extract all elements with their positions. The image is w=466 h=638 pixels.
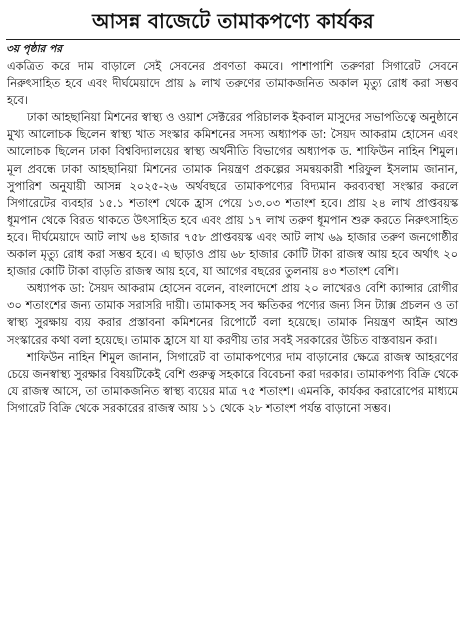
article-body — [0, 57, 466, 417]
headline-divider — [6, 39, 460, 40]
article-paragraph-2: ঢাকা আহছানিয়া মিশনের স্বাস্থ্য ও ওয়াশ সেক্টরের পরিচালক ইকবাল মাসুদের সভাপতিত্বে অনুষ্ঠানে মুখ্য আলোচক ছিলেন স্বাস্থ্য খাত সংস্কার কমিশনের সদস্য অধ্যাপক ডা: সৈয়দ আকরাম হোসেন এবং আলোচক ছিলেন ঢাকা বিশ্ববিদ্যালয়ের স্বাস্থ্য অর্থনীতি বিভাগের অধ্যাপক ড. শাফিউন নাহিন শিমুল। মূল প্রবন্ধে ঢাকা আহছানিয়া মিশনের তামাক নিয়ন্ত্রণ প্রকল্পের সমন্বয়কারী শরিফুল ইসলাম জানান, সুপারিশ অনুযায়ী আসন্ন ২০২৫-২৬ অর্থবছরে তামাকপণ্যের বিদ্যমান করব্যবস্থা সংস্কার করলে সিগারেটের ব্যবহার ১৫.১ শতাংশ থেকে হ্রাস পেয়ে ১৩.০৩ শতাংশ হবে। প্রায় ২৪ লাখ প্রাপ্তবয়স্ক ধূমপান থেকে বিরত থাকতে উৎসাহিত হবে এবং প্রায় ১৭ লাখ তরুণ ধূমপান শুরু করতে নিরুৎসাহিত হবে। দীর্ঘমেয়াদে আট লাখ ৬৪ হাজার ৭৫৮ প্রাপ্তবয়স্ক এবং আট লাখ ৬৯ হাজার তরুণ জনগোষ্ঠীর অকাল মৃত্যু রোধ করা সম্ভব হবে। এ ছাড়াও প্রায় ৬৮ হাজার কোটি টাকা রাজস্ব আয় হবে অর্থাৎ ২০ হাজার কোটি টাকা বাড়তি রাজস্ব আয় হবে, যা আগের বছরের তুলনায় ৪৩ শতাংশ বেশি। — [7, 111, 458, 279]
continued-from-label: ৩য় পৃষ্ঠার পর — [6, 43, 63, 55]
article-paragraph-4: শাফিউন নাহিন শিমুল জানান, সিগারেট বা তামাকপণ্যের দাম বাড়ানোর ক্ষেত্রে রাজস্ব আহরণের চেয়ে জনস্বাস্থ্য সুরক্ষার বিষয়টিকেই বেশি গুরুত্ব সহকারে বিবেচনা করা দরকার। তামাকপণ্য বিক্রি থেকে যে রাজস্ব আসে, তা তামাকজনিত স্বাস্থ্য ব্যয়ের মাত্র ৭৫ শতাংশ। এমনকি, কার্যকর করারোপের মাধ্যমে সিগারেট বিক্রি থেকে সরকারের রাজস্ব আয় ১১ থেকে ২৮ শতাংশ পর্যন্ত বাড়ানো সম্ভব। — [7, 350, 458, 415]
article-paragraph-1: একত্রিত করে দাম বাড়ালে সেই সেবনের প্রবণতা কমবে। পাশাপাশি তরুণরা সিগারেট সেবনে নিরুৎসাহিত হবে এবং দীর্ঘমেয়াদে প্রায় ৯ লাখ তরুণের তামাকজনিত অকাল মৃত্যু রোধ করা সম্ভব হবে। — [7, 60, 458, 108]
article-paragraph-3: অধ্যাপক ডা: সৈয়দ আকরাম হোসেন বলেন, বাংলাদেশে প্রায় ২০ লাখেরও বেশি ক্যান্সার রোগীর ৩০ শতাংশের জন্য তামাক সরাসরি দায়ী। তামাকসহ সব ক্ষতিকর পণ্যের জন্য সিন ট্যাক্স প্রচলন ও তা স্বাস্থ্য সুরক্ষায় ব্যয় করার প্রস্তাবনা কমিশনের রিপোর্টে বলা হয়েছে। তামাক নিয়ন্ত্রণ আইন আশু সংস্কারের কথা বলা হয়েছে। তামাক হ্রাসে যা যা করণীয় তার সবই সরকারের উচিত বাস্তবায়ন করা। — [7, 282, 458, 347]
article-headline: আসন্ন বাজেটে তামাকপণ্যে কার্যকর — [92, 9, 374, 33]
